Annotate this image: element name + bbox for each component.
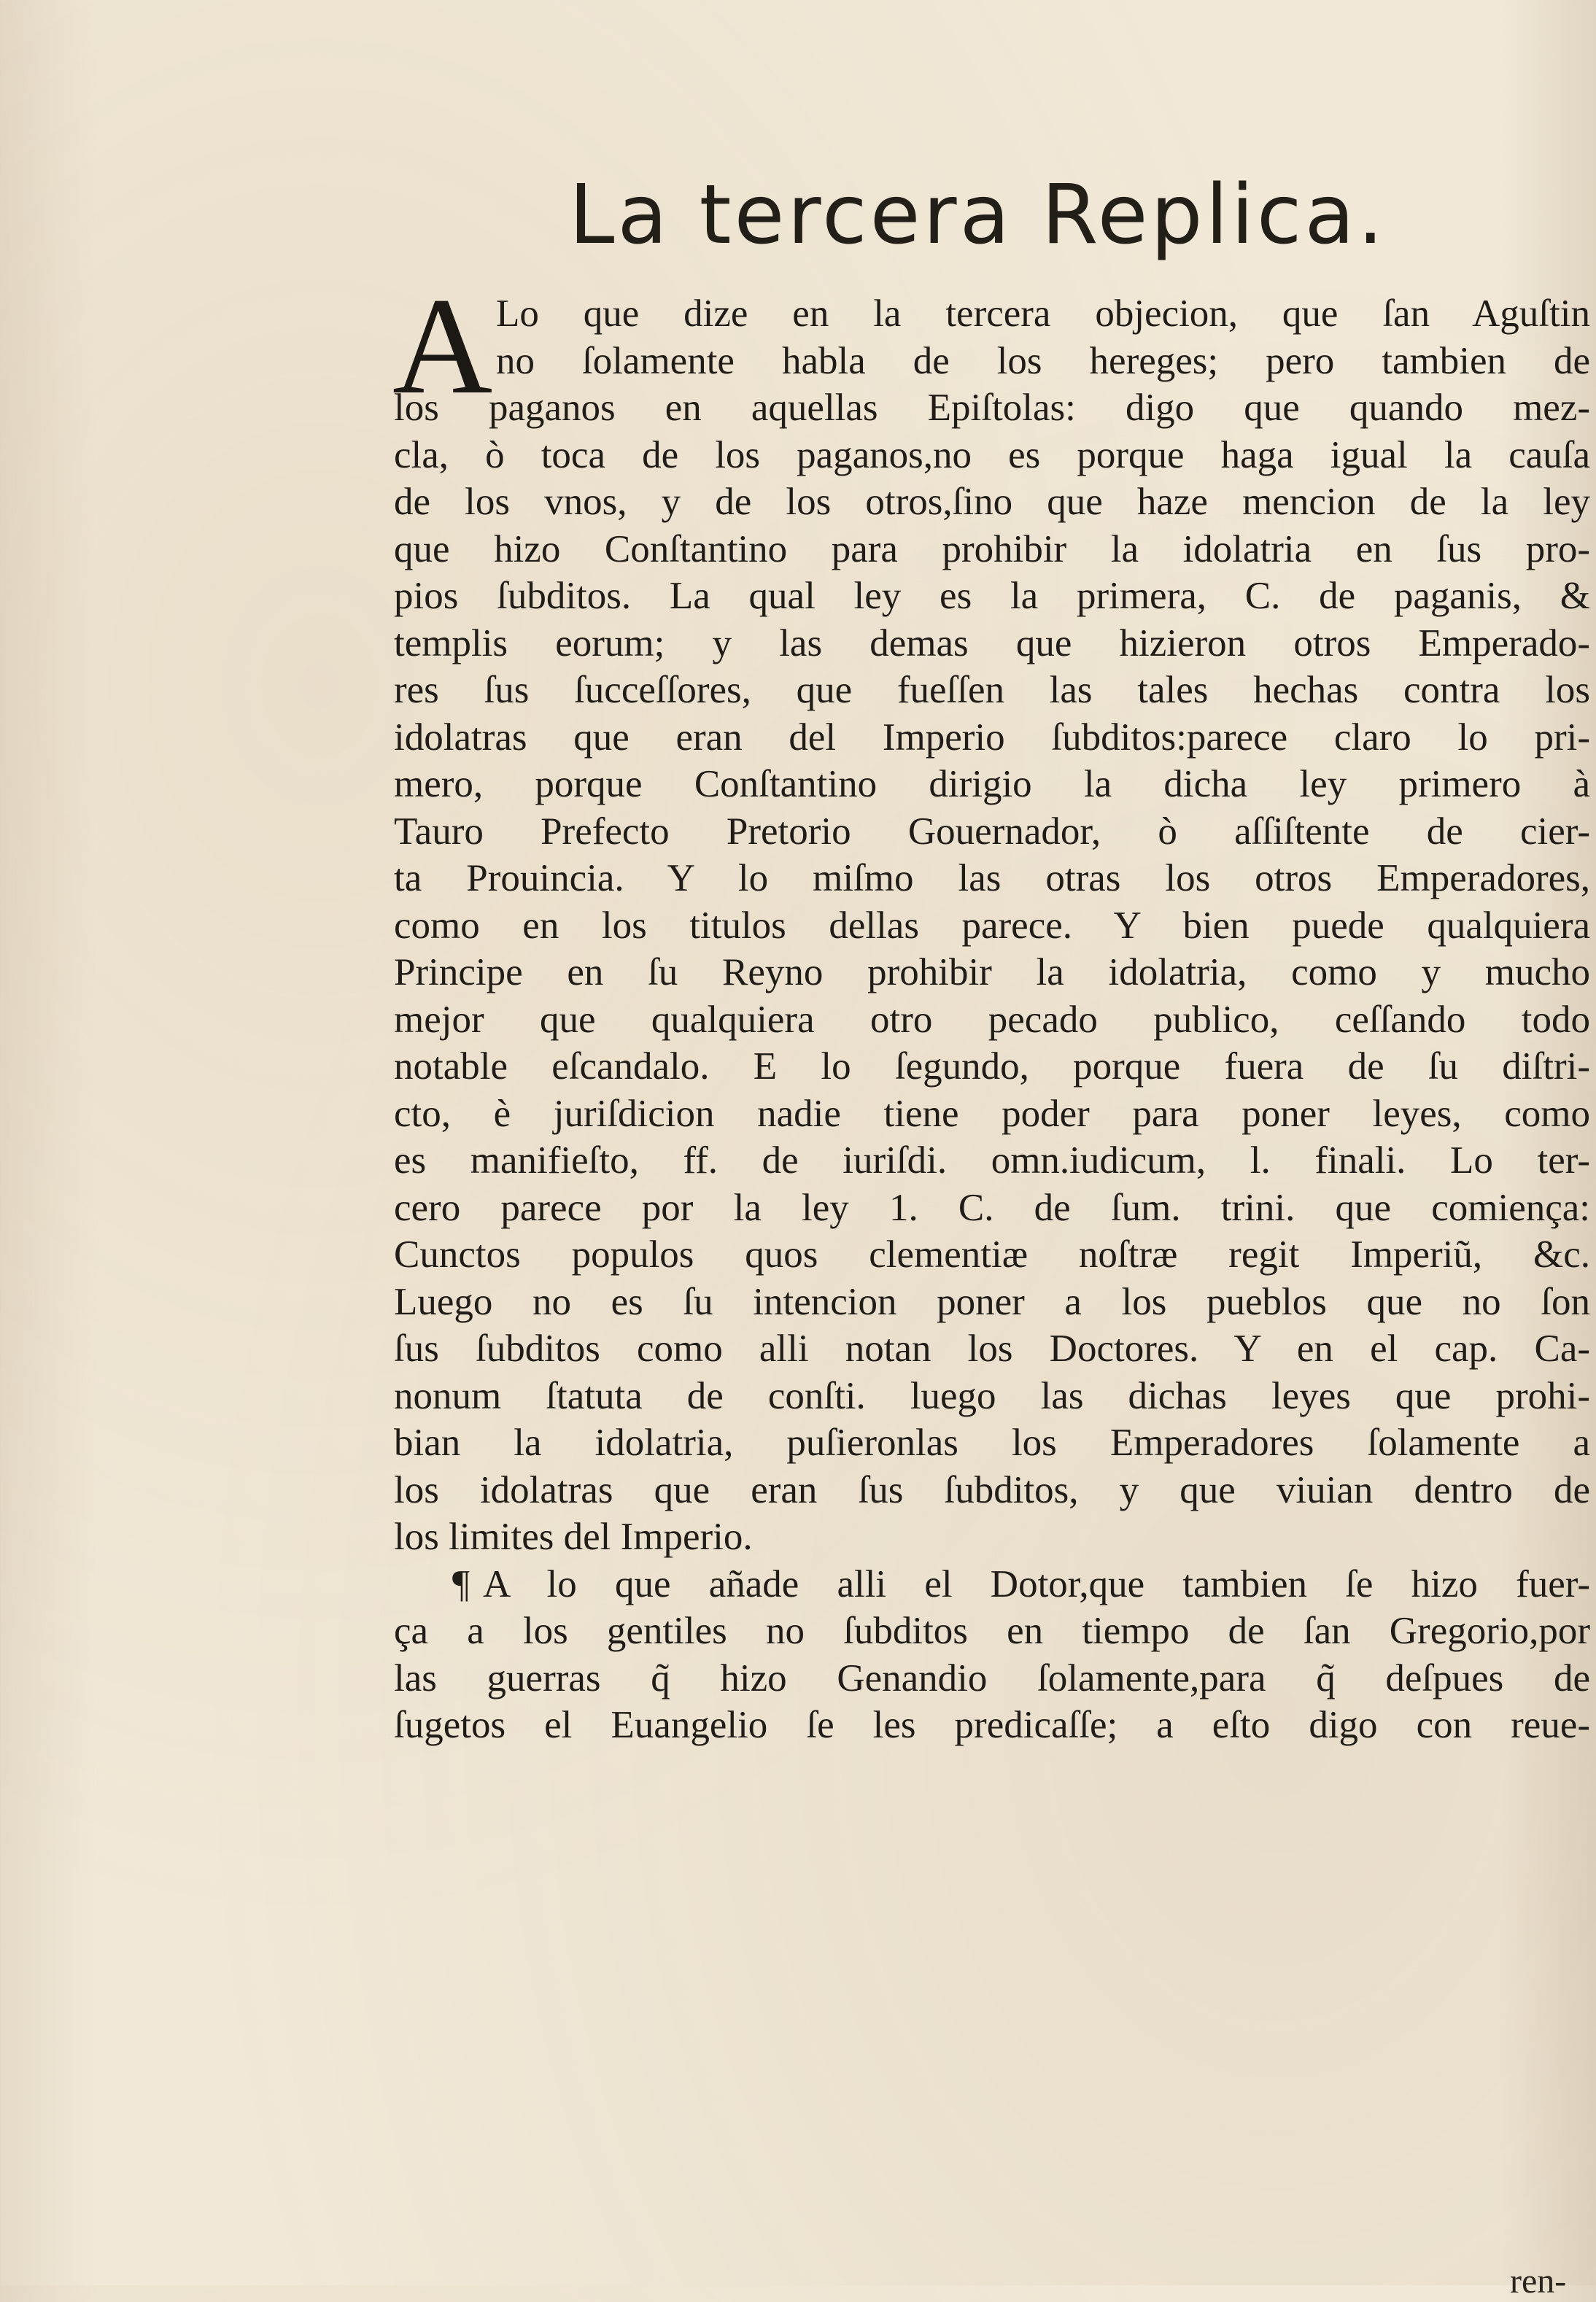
text-line: pios ſubditos. La qual ley es la primera, C. de paganis, & bbox=[394, 575, 1590, 617]
text-line: de los vnos, y de los otros,ſino que haze mencion de la ley bbox=[394, 481, 1590, 523]
text-line: mejor que qualquiera otro pecado publico, ceſſando todo bbox=[394, 998, 1590, 1041]
text-line: idolatras que eran del Imperio ſubditos:parece claro lo pri- bbox=[394, 716, 1590, 759]
text-line: las guerras q̃ hizo Genandio ſolamente,para q̃ deſpues de bbox=[394, 1656, 1590, 1700]
text-line: los paganos en aquellas Epiſtolas: digo que quando mez- bbox=[394, 387, 1590, 429]
catchword: ren- bbox=[1510, 2262, 1567, 2301]
text-line: ça a los gentiles no ſubditos en tiempo de ſan Gregorio,por bbox=[394, 1610, 1590, 1652]
text-line: Principe en ſu Reyno prohibir la idolatria, como y mucho bbox=[394, 951, 1590, 993]
text-line: no ſolamente habla de los hereges; pero tambien de bbox=[496, 339, 1590, 382]
text-line: es manifieſto, ff. de iuriſdi. omn.iudicum, l. finali. Lo ter- bbox=[394, 1139, 1590, 1182]
text-line: cla, ò toca de los paganos,no es porque haga igual la cauſa bbox=[394, 433, 1590, 476]
text-line: que hizo Conſtantino para prohibir la idolatria en ſus pro- bbox=[394, 527, 1590, 570]
pilcrow-mark: ¶ bbox=[452, 1562, 470, 1605]
text-line: como en los titulos dellas parece. Y bien puede qualquiera bbox=[394, 904, 1590, 947]
text-line: Luego no es ſu intencion poner a los pueblos que no ſon bbox=[394, 1280, 1590, 1323]
page-heading: La tercera Replica. bbox=[569, 168, 1387, 263]
paragraph-first-line bbox=[394, 1561, 1590, 1608]
text-line: Cunctos populos quos clementiæ noſtræ regit Imperiũ, &c. bbox=[394, 1233, 1590, 1276]
text-line: cto, è juriſdicion nadie tiene poder para poner leyes, como bbox=[394, 1092, 1590, 1135]
text-line: Tauro Prefecto Pretorio Gouernador, ò aſſiſtente de cier- bbox=[394, 810, 1590, 853]
text-line: ta Prouincia. Y lo miſmo las otras los otros Emperadores, bbox=[394, 857, 1590, 899]
text-line: ſus ſubditos como alli notan los Doctores. Y en el cap. Ca- bbox=[394, 1328, 1590, 1370]
body-text bbox=[392, 270, 1590, 1749]
text-line: ſugetos el Euangelio ſe les predicaſſe; a eſto digo con reue- bbox=[394, 1704, 1590, 1746]
text-line: bian la idolatria, puſieronlas los Emperadores ſolamente a bbox=[394, 1422, 1590, 1464]
text-line: A lo que añade alli el Dotor,que tambien ſe hizo fuer- bbox=[483, 1562, 1590, 1605]
text-line: templis eorum; y las demas que hizieron otros Emperado- bbox=[394, 621, 1590, 664]
text-line: nonum ſtatuta de conſti. luego las dichas leyes que prohi- bbox=[394, 1374, 1590, 1417]
text-line: mero, porque Conſtantino dirigio la dicha ley primero à bbox=[394, 763, 1590, 805]
text-line: cero parece por la ley 1. C. de ſum. trini. que comiença: bbox=[394, 1186, 1590, 1229]
text-line: Lo que dize en la tercera objecion, que ſan Aguſtin bbox=[496, 292, 1590, 335]
text-line: res ſus ſucceſſores, que fueſſen las tales hechas contra los bbox=[394, 669, 1590, 711]
text-line: los idolatras que eran ſus ſubditos, y que viuian dentro de bbox=[394, 1468, 1590, 1511]
text-line: notable eſcandalo. E lo ſegundo, porque fuera de ſu diſtri- bbox=[394, 1045, 1590, 1088]
drop-cap-initial: A bbox=[392, 270, 493, 423]
text-line: los limites del Imperio. bbox=[394, 1516, 753, 1558]
